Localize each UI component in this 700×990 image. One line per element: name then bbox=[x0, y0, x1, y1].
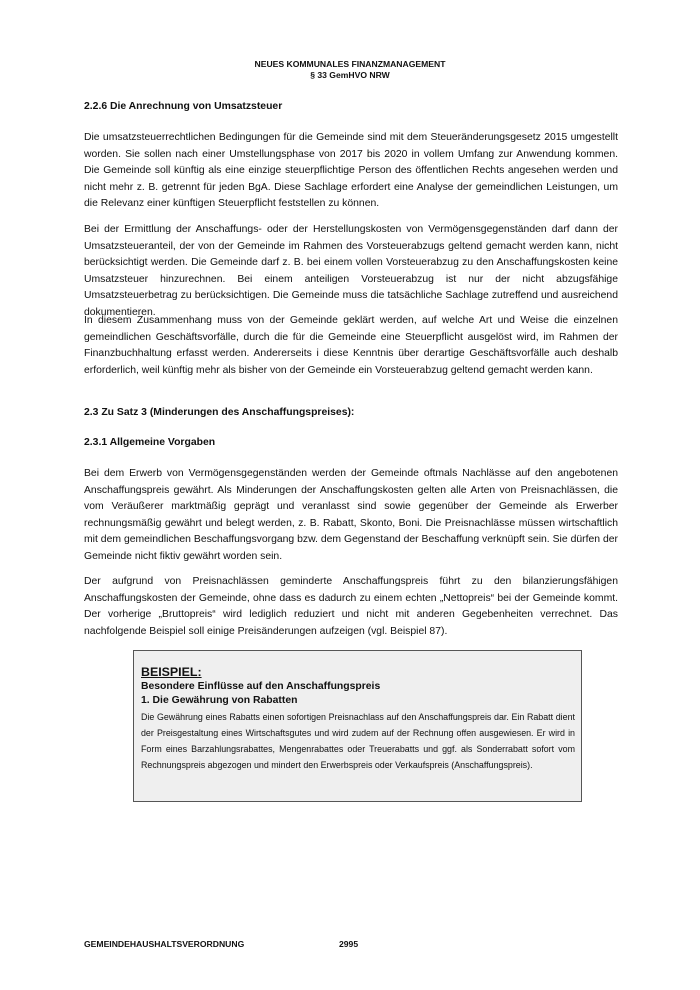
page-number: 2995 bbox=[339, 939, 359, 949]
heading-2-2-6: 2.2.6 Die Anrechnung von Umsatzsteuer bbox=[84, 101, 283, 112]
example-subtitle: Besondere Einflüsse auf den Anschaffungspreis bbox=[141, 681, 381, 692]
paragraph-2-3-1-2: Der aufgrund von Preisnachlässen geminderte Anschaffungspreis führt zu den bilanzierungsfähigen Anschaffungskosten der Gemeinde, ohne dass es dadurch zu einem echten „Nettopreis“ bei der Gemeinde kommt. Der vorherige „Bruttopreis“ wird lediglich reduziert und nicht mit anderen Gegebenheiten verrechnet. Das nachfolgende Beispiel soll einige Preisänderungen aufzeigen (vgl. Beispiel 87). bbox=[84, 576, 618, 637]
example-box bbox=[133, 650, 582, 802]
header-title: NEUES KOMMUNALES FINANZMANAGEMENT bbox=[254, 59, 446, 69]
example-text: Die Gewährung eines Rabatts einen sofortigen Preisnachlass auf den Anschaffungspreis dar. Ein Rabatt dient der Preisgestaltung eines Wirtschaftsgutes und wird zudem auf der Rechnung offen ausgewiesen. Er wird in Form eines Barzahlungsrabattes, Mengenrabattes oder Treuerabatts und ggf. als Sonderrabatt sofort vom Rechnungspreis abgezogen und mindert den Erwerbspreis oder Verkaufspreis (Anschaffungspreis). bbox=[141, 712, 575, 770]
heading-2-3: 2.3 Zu Satz 3 (Minderungen des Anschaffungspreises): bbox=[84, 407, 355, 418]
paragraph-2-3-1-1: Bei dem Erwerb von Vermögensgegenständen werden der Gemeinde oftmals Nachlässe auf den angebotenen Anschaffungspreis gewährt. Als Minderungen der Anschaffungskosten gelten alle Arten von Preisnachlässen, die vom Veräußerer marktmäßig geprägt und veranlasst sind sowie gegenüber der Gemeinde als Erwerber rechnungsmäßig gewährt und belegt werden, z. B. Rabatt, Skonto, Boni. Die Preisnachlässe müssen wirtschaftlich mit dem gemeindlichen Beschaffungsvorgang bzw. dem Gegenstand der Beschaffung verknüpft sein. Sie dürfen der Gemeinde nicht fiktiv gewährt worden sein. bbox=[84, 468, 618, 562]
document-header bbox=[0, 59, 700, 81]
footer-label: GEMEINDEHAUSHALTSVERORDNUNG bbox=[84, 939, 245, 949]
heading-2-3-1: 2.3.1 Allgemeine Vorgaben bbox=[84, 437, 216, 448]
example-title: BEISPIEL: bbox=[141, 665, 202, 679]
paragraph-2-2-6-2: Bei der Ermittlung der Anschaffungs- oder der Herstellungskosten von Vermögensgegenständen darf dann der Umsatzsteueranteil, der von der Gemeinde im Rahmen des Vorsteuerabzugs geltend gemacht werden kann, nicht berücksichtigt werden. Die Gemeinde darf z. B. bei einem vollen Vorsteuerabzug zu den Anschaffungskosten keine Umsatzsteuer hinzurechnen. Bei einem anteiligen Vorsteuerabzug ist nur der nicht abzugsfähige Umsatzsteuerbetrag zu berücksichtigen. Die Gemeinde muss die tatsächliche Sachlage zutreffend und ausreichend dokumentieren. bbox=[84, 224, 618, 318]
example-item-heading: 1. Die Gewährung von Rabatten bbox=[141, 695, 298, 706]
paragraph-2-2-6-1: Die umsatzsteuerrechtlichen Bedingungen für die Gemeinde sind mit dem Steueränderungsgesetz 2015 umgestellt worden. Sie sollen nach einer Umstellungsphase von 2017 bis 2020 in vollem Umfang zur Anwendung kommen. Die Gemeinde soll künftig als eine einzige steuerpflichtige Person des öffentlichen Rechts angesehen werden und nicht mehr z. B. getrennt für jeden BgA. Diese Sachlage erfordert eine Analyse der gemeindlichen Leistungen, um die Relevanz einer künftigen Steuerpflicht feststellen zu können. bbox=[84, 132, 618, 210]
paragraph-2-2-6-3: In diesem Zusammenhang muss von der Gemeinde geklärt werden, auf welche Art und Weise die einzelnen gemeindlichen Geschäftsvorfälle, durch die für die Gemeinde eine Steuerpflicht ausgelöst wird, im Rahmen der Finanzbuchhaltung erfasst werden. Andererseits i diese Kenntnis über derartige Geschäftsvorfälle auch deshalb erforderlich, weil künftig mehr als bisher von der Gemeinde ein Vorsteuerabzug geltend gemacht werden kann. bbox=[84, 315, 618, 376]
header-subtitle: § 33 GemHVO NRW bbox=[310, 70, 390, 80]
